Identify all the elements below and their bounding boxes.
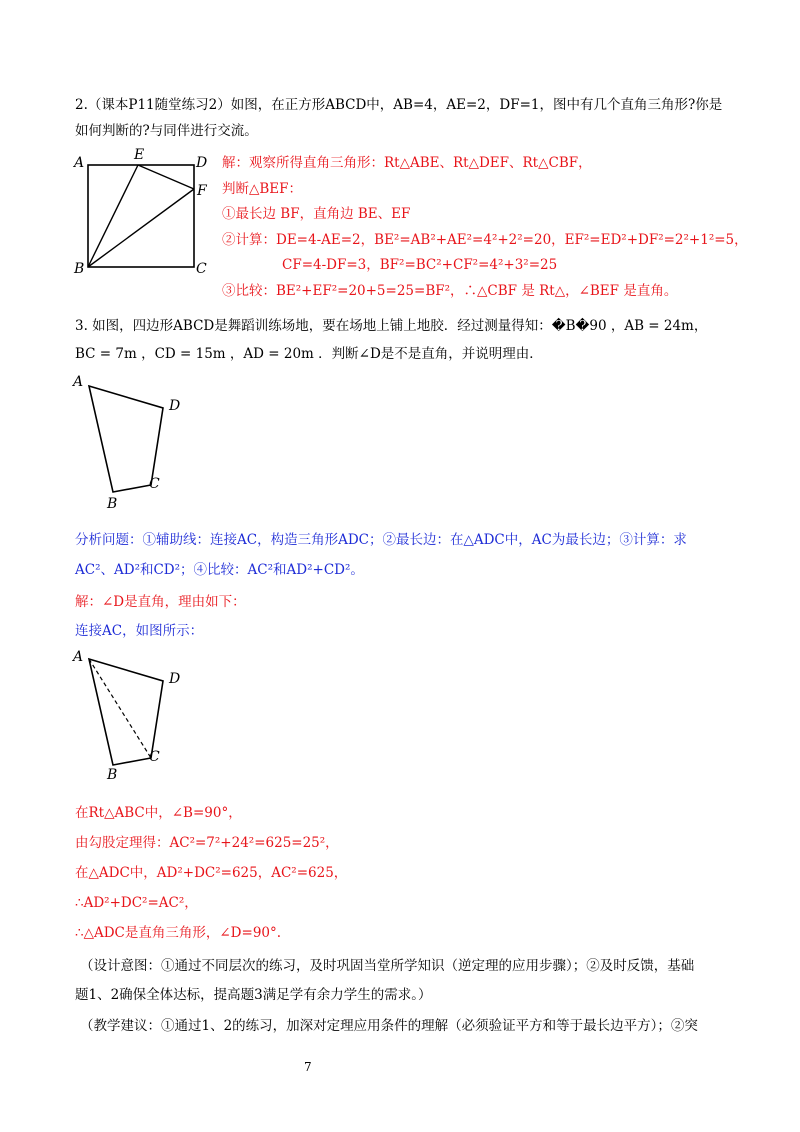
q3-solution-2: 连接AC，如图所示： (75, 623, 204, 639)
quad-label-d: D (169, 398, 181, 414)
quad2-label-d: D (169, 671, 181, 687)
design-intent-line2: 题1、2确保全体达标，提高题3满足学有余力学生的需求。） (75, 987, 432, 1003)
square-label-f: F (197, 183, 207, 199)
quad-label-c: C (149, 476, 160, 492)
q3-line1: 3. 如图，四边形ABCD是舞蹈训练场地，要在场地上铺上地胶．经过测量得知：�B�90 ，AB = 24m， (75, 318, 708, 334)
q2-line2: 如何判断的?与同伴进行交流。 (75, 123, 258, 139)
quad2-label-c: C (149, 749, 160, 765)
q2-solution-4: ②计算：DE=4-AE=2，BE²=AB²+AE²=4²+2²=20，EF²=ED²+DF²=2²+1²=5， (222, 232, 748, 248)
square-label-d: D (196, 155, 208, 171)
quadrilateral-diagonal-figure (65, 643, 205, 793)
q3-solution-6: ∴AD²+DC²=AC²， (75, 895, 198, 911)
square-figure (70, 145, 220, 280)
q3-solution-1: 解：∠D是直角，理由如下： (75, 594, 246, 610)
quadrilateral-figure (65, 370, 205, 520)
square-label-a: A (74, 155, 85, 171)
q2-solution-2: 判断△BEF： (222, 181, 303, 197)
q3-analysis-2: AC²、AD²和CD²；④比较：AC²和AD²+CD²。 (75, 562, 364, 578)
quad2-label-b: B (107, 767, 118, 783)
q3-line2: BC = 7m ，CD = 15m ，AD = 20m ．判断∠D是不是直角，并说明理由． (75, 346, 543, 362)
q2-solution-1: 解：观察所得直角三角形：Rt△ABE、Rt△DEF、Rt△CBF， (222, 155, 592, 171)
square-label-e: E (134, 147, 145, 163)
q3-solution-4: 由勾股定理得：AC²=7²+24²=625=25²， (75, 835, 339, 851)
q2-solution-5: CF=4-DF=3，BF²=BC²+CF²=4²+3²=25 (282, 257, 558, 273)
design-intent-line1: （设计意图：①通过不同层次的练习，及时巩固当堂所学知识（逆定理的应用步骤）；②及时反馈，基础 (80, 958, 695, 974)
q2-solution-6: ③比较：BE²+EF²=20+5=25=BF²，∴△CBF 是 Rt△，∠BEF 是直角。 (222, 283, 678, 299)
quad2-label-a: A (73, 649, 84, 665)
teaching-suggestion-line1: （教学建议：①通过1、2的练习，加深对定理应用条件的理解（必须验证平方和等于最长边平方）；②突 (80, 1018, 698, 1034)
page-number: 7 (304, 1060, 312, 1074)
q2-line1: 2.（课本P11随堂练习2）如图，在正方形ABCD中，AB=4，AE=2，DF=1，图中有几个直角三角形?你是 (75, 97, 723, 113)
q2-solution-3: ①最长边 BF，直角边 BE、EF (222, 206, 411, 222)
quad-label-b: B (107, 496, 118, 512)
square-label-c: C (196, 261, 207, 277)
q3-solution-3: 在Rt△ABC中，∠B=90°， (75, 805, 242, 821)
q3-solution-7: ∴△ADC是直角三角形，∠D=90°. (75, 925, 282, 941)
square-label-b: B (74, 261, 85, 277)
quad-label-a: A (73, 374, 84, 390)
q3-analysis-1: 分析问题：①辅助线：连接AC，构造三角形ADC；②最长边：在△ADC中，AC为最长边；③计算：求 (75, 532, 687, 548)
q3-solution-5: 在△ADC中，AD²+DC²=625，AC²=625， (75, 865, 348, 881)
